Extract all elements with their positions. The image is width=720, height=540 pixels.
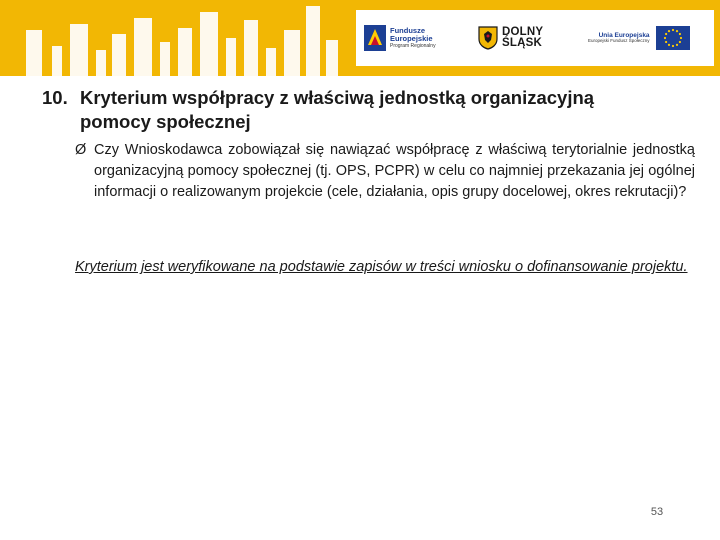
logo-dolny-slask: [478, 10, 543, 66]
logo-unia-europejska: [588, 10, 690, 66]
ds-line1: DOLNY: [502, 26, 544, 39]
crest-icon: [478, 26, 498, 50]
fe-subtitle: Program Regionalny: [390, 42, 436, 49]
ue-line2: Europejski Fundusz Społeczny: [588, 38, 650, 44]
bullet-question: [75, 140, 695, 203]
logo-strip: [356, 10, 714, 66]
title-line2: pomocy społecznej: [80, 111, 251, 132]
fe-line2: Europejskie: [390, 33, 433, 43]
slide-title: [42, 86, 692, 134]
bullet-text: Czy Wnioskodawca zobowiązał się nawiązać współpracę z właściwą terytorialnie jednostką organizacyjną pomocy społecznej (tj. OPS, PCPR) w celu co najmniej przekazania jej ogólnej informacji o realizowanym projekcie (cele, działania, opis grupy docelowej, okres rekrutacji)?: [94, 142, 695, 200]
logo-fundusze-europejskie: [364, 10, 436, 66]
decorative-squares: [0, 0, 356, 76]
fe-line1: Fundusze: [390, 26, 425, 35]
eu-funds-flag-icon: [364, 25, 386, 51]
eu-flag-icon: [656, 26, 690, 50]
ue-line1: Unia Europejska: [598, 31, 650, 39]
verification-note: Kryterium jest weryfikowane na podstawie zapisów w treści wniosku o dofinansowanie projektu.: [75, 259, 688, 275]
page-number: 53: [650, 506, 664, 518]
criterion-number: 10.: [42, 87, 68, 108]
arrow-bullet-icon: Ø: [75, 142, 87, 158]
ds-line2: ŚLĄSK: [502, 37, 542, 49]
title-line1: Kryterium współpracy z właściwą jednostką organizacyjną: [80, 87, 595, 108]
